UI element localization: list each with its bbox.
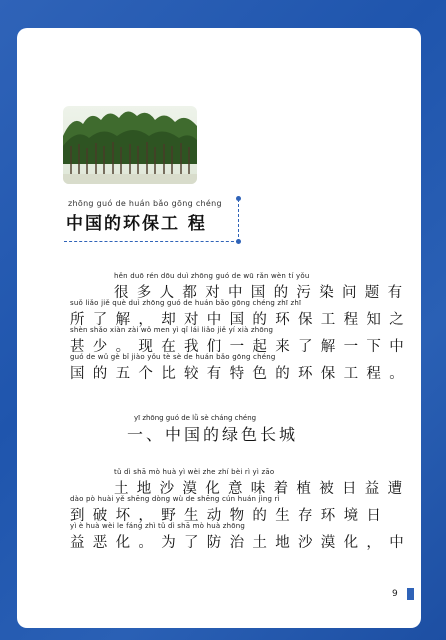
- text-line-content: 益恶化。为了防治土地沙漠化，中: [70, 535, 412, 551]
- text-line: [70, 299, 412, 328]
- text-line-content: 所了解，却对中国的环保工程知之: [70, 312, 412, 328]
- lesson-title: 中国的环保工 程: [66, 214, 207, 234]
- pinyin-line: hěn duō rén dōu duì zhōng guó de wū rǎn wèn tí yǒu: [114, 272, 310, 280]
- text-line-content: 土地沙漠化意味着植被日益遭: [114, 481, 411, 497]
- text-line-content: 国的五个比较有特色的环保工程。: [70, 366, 412, 382]
- text-line-content: 甚少。现在我们一起来了解一下中: [70, 339, 412, 355]
- lesson-title-box: [64, 199, 239, 242]
- text-line: [70, 353, 412, 382]
- text-line: [70, 326, 412, 355]
- page-tab-marker: [407, 588, 414, 600]
- text-line: [70, 522, 412, 551]
- lesson-title-pinyin: zhōng guó de huán bǎo gōng chéng: [68, 199, 222, 208]
- pinyin-line: yì è huà wèi le fáng zhì tǔ dì shā mò huà zhōng: [70, 522, 246, 530]
- text-line: [70, 272, 411, 301]
- pinyin-line: suǒ liǎo jiě què duì zhōng guó de huán bǎo gōng chéng zhī zhī: [70, 299, 302, 307]
- section-heading: 一、中国的绿色长城: [127, 425, 299, 444]
- page-number: 9: [392, 589, 398, 599]
- section-heading-pinyin: yī zhōng guó de lǜ sè cháng chéng: [134, 414, 257, 422]
- pinyin-line: tǔ dì shā mò huà yì wèi zhe zhí bèi rì yì zāo: [114, 468, 275, 476]
- text-line-content: 很多人都对中国的污染问题有: [114, 285, 411, 301]
- text-line: [70, 495, 390, 524]
- text-line-content: 到破坏，野生动物的生存环境日: [70, 508, 390, 524]
- forest-photo: [63, 106, 197, 184]
- text-line: [70, 468, 411, 497]
- pinyin-line: dào pò huài yě shēng dòng wù de shēng cún huán jìng rì: [70, 495, 280, 503]
- pinyin-line: guó de wǔ gè bǐ jiào yǒu tè sè de huán bǎo gōng chéng: [70, 353, 276, 361]
- pinyin-line: shèn shǎo xiàn zài wǒ men yì qǐ lái liǎo jiě yí xià zhōng: [70, 326, 274, 334]
